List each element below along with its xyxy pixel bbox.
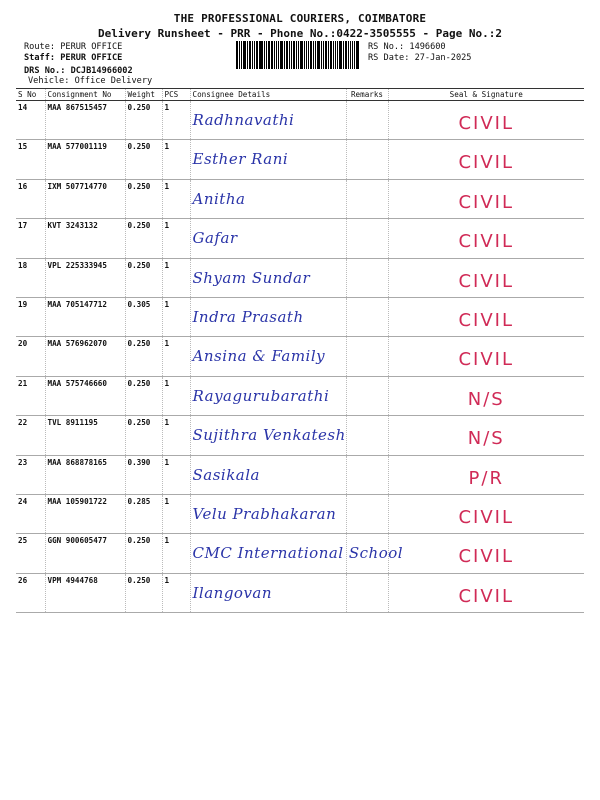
handwritten-seal: CIVIL bbox=[458, 231, 515, 253]
row-consignment-text: TVL 8911195 bbox=[47, 418, 98, 428]
row-seal bbox=[388, 416, 584, 455]
row-pcs bbox=[162, 179, 190, 218]
row-consignment bbox=[45, 337, 125, 376]
row-pcs bbox=[162, 494, 190, 533]
row-sno bbox=[16, 455, 45, 494]
table-row bbox=[16, 297, 584, 336]
table-row bbox=[16, 101, 584, 140]
row-sno-text: 26 bbox=[18, 575, 28, 585]
drs-number: DRS No.: DCJB14966002 bbox=[24, 66, 133, 76]
row-weight bbox=[125, 376, 162, 415]
row-sno bbox=[16, 376, 45, 415]
row-weight-text: 0.250 bbox=[127, 339, 151, 349]
handwritten-consignee-name: Ansina & Family bbox=[192, 347, 326, 366]
row-seal bbox=[388, 258, 584, 297]
handwritten-consignee-name: Sasikala bbox=[192, 465, 260, 484]
handwritten-seal: N/S bbox=[467, 388, 505, 410]
row-consignment-text: MAA 576962070 bbox=[47, 339, 107, 349]
row-remarks bbox=[346, 455, 388, 494]
row-sno-text: 22 bbox=[18, 418, 28, 428]
row-consignment bbox=[45, 297, 125, 336]
table-row bbox=[16, 219, 584, 258]
row-pcs bbox=[162, 101, 190, 140]
row-seal bbox=[388, 534, 584, 573]
row-consignment-text: GGN 900605477 bbox=[47, 536, 107, 546]
row-sno-text: 14 bbox=[18, 103, 28, 112]
row-seal bbox=[388, 101, 584, 140]
row-remarks bbox=[346, 494, 388, 533]
row-consignment bbox=[45, 534, 125, 573]
header-consignment: Consignment No bbox=[45, 89, 125, 101]
row-sno-text: 18 bbox=[18, 260, 28, 270]
row-weight bbox=[125, 297, 162, 336]
row-weight-text: 0.250 bbox=[127, 221, 151, 231]
row-remarks bbox=[346, 101, 388, 140]
row-remarks bbox=[346, 573, 388, 612]
company-title: THE PROFESSIONAL COURIERS, COIMBATORE bbox=[173, 12, 427, 25]
row-consignment-text: MAA 575746660 bbox=[47, 378, 107, 388]
handwritten-seal: CIVIL bbox=[458, 152, 515, 174]
row-consignee bbox=[190, 219, 346, 258]
row-weight bbox=[125, 534, 162, 573]
row-sno bbox=[16, 573, 45, 612]
handwritten-consignee-name: Shyam Sundar bbox=[192, 268, 311, 287]
row-pcs-text: 1 bbox=[164, 181, 170, 191]
row-consignment-text: MAA 867515457 bbox=[47, 103, 107, 112]
row-consignee bbox=[190, 337, 346, 376]
table-row bbox=[16, 573, 584, 612]
row-sno bbox=[16, 101, 45, 140]
row-consignee bbox=[190, 376, 346, 415]
row-sno-text: 23 bbox=[18, 457, 28, 467]
header-pcs: PCS bbox=[162, 89, 190, 101]
row-pcs-text: 1 bbox=[164, 496, 170, 506]
row-consignment bbox=[45, 219, 125, 258]
row-consignment bbox=[45, 140, 125, 179]
table-row bbox=[16, 455, 584, 494]
header-consignee: Consignee Details bbox=[190, 89, 346, 101]
row-sno bbox=[16, 258, 45, 297]
row-consignment-text: VPL 225333945 bbox=[47, 260, 107, 270]
row-consignment-text: MAA 868878165 bbox=[47, 457, 107, 467]
row-sno-text: 17 bbox=[18, 221, 28, 231]
row-consignment-text: MAA 705147712 bbox=[47, 299, 107, 309]
handwritten-consignee-name: Anitha bbox=[192, 189, 246, 208]
row-sno bbox=[16, 140, 45, 179]
row-weight bbox=[125, 258, 162, 297]
row-sno bbox=[16, 219, 45, 258]
route-label: Route: PERUR OFFICE bbox=[24, 42, 123, 52]
row-consignee bbox=[190, 258, 346, 297]
row-seal bbox=[388, 140, 584, 179]
runsheet-table bbox=[16, 88, 584, 613]
row-weight bbox=[125, 494, 162, 533]
handwritten-seal: CIVIL bbox=[458, 546, 515, 568]
row-sno-text: 24 bbox=[18, 496, 28, 506]
row-sno bbox=[16, 534, 45, 573]
handwritten-seal: CIVIL bbox=[458, 506, 515, 528]
handwritten-consignee-name: Rayagurubarathi bbox=[192, 386, 330, 405]
row-consignee bbox=[190, 494, 346, 533]
row-consignee bbox=[190, 416, 346, 455]
row-pcs bbox=[162, 534, 190, 573]
row-weight bbox=[125, 573, 162, 612]
row-pcs bbox=[162, 573, 190, 612]
row-remarks bbox=[346, 297, 388, 336]
row-weight bbox=[125, 179, 162, 218]
row-sno-text: 16 bbox=[18, 181, 28, 191]
row-remarks bbox=[346, 337, 388, 376]
row-consignment bbox=[45, 416, 125, 455]
header-seal: Seal & Signature bbox=[388, 89, 584, 101]
row-seal bbox=[388, 337, 584, 376]
row-consignment bbox=[45, 573, 125, 612]
row-pcs bbox=[162, 219, 190, 258]
row-seal bbox=[388, 494, 584, 533]
row-pcs bbox=[162, 258, 190, 297]
handwritten-seal: CIVIL bbox=[458, 270, 515, 292]
row-sno-text: 21 bbox=[18, 378, 28, 388]
row-sno-text: 25 bbox=[18, 536, 28, 546]
table-row bbox=[16, 534, 584, 573]
row-consignee bbox=[190, 297, 346, 336]
row-weight-text: 0.250 bbox=[127, 142, 151, 152]
row-seal bbox=[388, 179, 584, 218]
row-pcs-text: 1 bbox=[164, 575, 170, 585]
row-weight-text: 0.250 bbox=[127, 181, 151, 191]
row-remarks bbox=[346, 219, 388, 258]
row-weight bbox=[125, 416, 162, 455]
row-remarks bbox=[346, 376, 388, 415]
row-consignee bbox=[190, 534, 404, 573]
table-row bbox=[16, 337, 584, 376]
row-remarks bbox=[346, 179, 388, 218]
row-sno bbox=[16, 297, 45, 336]
row-weight-text: 0.250 bbox=[127, 378, 151, 388]
handwritten-seal: CIVIL bbox=[458, 191, 515, 213]
row-sno-text: 20 bbox=[18, 339, 28, 349]
rs-number: RS No.: 1496600 bbox=[368, 42, 446, 52]
handwritten-consignee-name: Esther Rani bbox=[192, 150, 289, 169]
handwritten-consignee-name: Ilangovan bbox=[192, 583, 273, 602]
row-remarks bbox=[346, 416, 388, 455]
handwritten-seal: CIVIL bbox=[458, 309, 515, 331]
row-seal bbox=[388, 219, 584, 258]
row-consignee bbox=[190, 101, 346, 140]
row-sno bbox=[16, 179, 45, 218]
row-consignment bbox=[45, 258, 125, 297]
handwritten-seal: P/R bbox=[468, 467, 504, 489]
row-consignment-text: MAA 105901722 bbox=[47, 496, 107, 506]
row-consignee bbox=[190, 573, 346, 612]
row-pcs bbox=[162, 337, 190, 376]
handwritten-consignee-name: Velu Prabhakaran bbox=[192, 504, 337, 523]
row-consignment bbox=[45, 179, 125, 218]
row-sno bbox=[16, 494, 45, 533]
row-remarks bbox=[346, 140, 388, 179]
table-row bbox=[16, 416, 584, 455]
row-pcs bbox=[162, 376, 190, 415]
row-consignee bbox=[190, 455, 346, 494]
row-pcs-text: 1 bbox=[164, 221, 170, 231]
row-sno-text: 19 bbox=[18, 299, 28, 309]
row-seal bbox=[388, 376, 584, 415]
header-sno: S No bbox=[16, 89, 45, 101]
barcode-image bbox=[236, 41, 360, 69]
row-consignment bbox=[45, 376, 125, 415]
row-pcs bbox=[162, 140, 190, 179]
row-sno-text: 15 bbox=[18, 142, 28, 152]
handwritten-consignee-name: Radhnavathi bbox=[192, 111, 295, 129]
handwritten-consignee-name: Sujithra Venkatesh bbox=[192, 426, 346, 445]
runsheet-subtitle: Delivery Runsheet - PRR - Phone No.:0422-3505555 - Page No.:2 bbox=[98, 27, 502, 40]
handwritten-seal: CIVIL bbox=[458, 349, 515, 371]
row-weight bbox=[125, 337, 162, 376]
handwritten-seal: N/S bbox=[467, 428, 505, 450]
row-seal bbox=[388, 455, 584, 494]
row-pcs-text: 1 bbox=[164, 299, 170, 309]
row-weight-text: 0.250 bbox=[127, 575, 151, 585]
row-seal bbox=[388, 297, 584, 336]
row-weight-text: 0.285 bbox=[127, 496, 151, 506]
row-seal bbox=[388, 573, 584, 612]
row-pcs bbox=[162, 416, 190, 455]
handwritten-consignee-name: CMC International School bbox=[192, 544, 404, 563]
row-consignment-text: KVT 3243132 bbox=[47, 221, 98, 231]
row-sno bbox=[16, 416, 45, 455]
handwritten-consignee-name: Gafar bbox=[192, 229, 238, 248]
row-consignee bbox=[190, 179, 346, 218]
rs-date: RS Date: 27-Jan-2025 bbox=[368, 53, 472, 63]
row-weight bbox=[125, 219, 162, 258]
staff-label: Staff: PERUR OFFICE bbox=[24, 53, 123, 63]
row-weight-text: 0.250 bbox=[127, 260, 151, 270]
handwritten-seal: CIVIL bbox=[458, 113, 515, 134]
row-consignment bbox=[45, 455, 125, 494]
row-pcs-text: 1 bbox=[164, 418, 170, 428]
header-weight: Weight bbox=[125, 89, 162, 101]
handwritten-seal: CIVIL bbox=[458, 585, 515, 607]
handwritten-consignee-name: Indra Prasath bbox=[192, 307, 304, 326]
table-row bbox=[16, 376, 584, 415]
row-weight-text: 0.250 bbox=[127, 536, 151, 546]
row-weight bbox=[125, 101, 162, 140]
row-consignment bbox=[45, 101, 125, 140]
row-consignment-text: IXM 507714770 bbox=[47, 181, 107, 191]
row-weight-text: 0.250 bbox=[127, 103, 151, 112]
row-weight-text: 0.390 bbox=[127, 457, 151, 467]
row-consignee bbox=[190, 140, 346, 179]
row-pcs-text: 1 bbox=[164, 142, 170, 152]
row-pcs-text: 1 bbox=[164, 103, 170, 112]
table-row bbox=[16, 140, 584, 179]
row-consignment bbox=[45, 494, 125, 533]
row-pcs-text: 1 bbox=[164, 457, 170, 467]
row-pcs-text: 1 bbox=[164, 339, 170, 349]
table-row bbox=[16, 494, 584, 533]
table-row bbox=[16, 258, 584, 297]
table-header-row bbox=[16, 89, 584, 101]
vehicle-label: Vehicle: Office Delivery bbox=[28, 76, 153, 86]
row-pcs bbox=[162, 297, 190, 336]
row-weight bbox=[125, 455, 162, 494]
table-row bbox=[16, 179, 584, 218]
row-consignment-text: VPM 4944768 bbox=[47, 575, 98, 585]
row-pcs-text: 1 bbox=[164, 536, 170, 546]
row-pcs-text: 1 bbox=[164, 260, 170, 270]
row-sno bbox=[16, 337, 45, 376]
row-weight-text: 0.250 bbox=[127, 418, 151, 428]
row-weight bbox=[125, 140, 162, 179]
header-remarks: Remarks bbox=[346, 89, 388, 101]
row-weight-text: 0.305 bbox=[127, 299, 151, 309]
row-remarks bbox=[346, 258, 388, 297]
row-pcs bbox=[162, 455, 190, 494]
row-consignment-text: MAA 577001119 bbox=[47, 142, 107, 152]
row-pcs-text: 1 bbox=[164, 378, 170, 388]
